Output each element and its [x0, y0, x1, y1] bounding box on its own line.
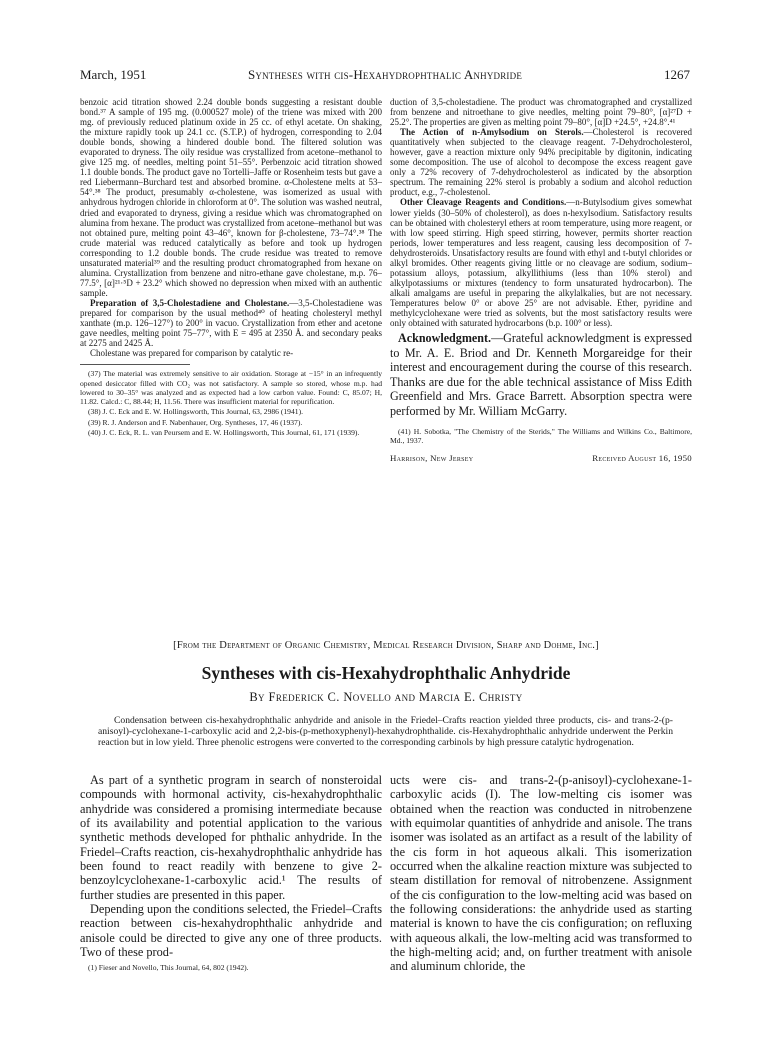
footnote-1: (1) Fieser and Novello, This Journal, 64, 802 (1942). — [88, 963, 249, 973]
paragraph — [390, 197, 692, 328]
footnote-38: (38) J. C. Eck and E. W. Hollingsworth, This Journal, 63, 2986 (1941). — [88, 407, 304, 417]
paragraph: Depending upon the conditions selected, the Friedel–Crafts reaction between cis-hexahydrophthalic anhydride and anisole could be directed to give any one of three products. Two of these prod- — [80, 902, 382, 960]
article-title: Syntheses with cis-Hexahydrophthalic Anhydride — [201, 663, 571, 683]
running-title: Syntheses with cis-Hexahydrophthalic Anhydride — [247, 67, 523, 82]
footnotes — [390, 427, 692, 446]
footnote-39: (39) R. J. Anderson and F. Nabenhauer, Org. Syntheses, 17, 46 (1937). — [88, 417, 303, 427]
paragraph-text: —Cholesterol is recovered quantitatively when subjected to the cleavage reagent. 7-Dehydrocholesterol, however, gave a reaction mixture only 94% precipitable by digitonin, indicating some decomposition. The use of alcohol to decompose the excess reagent gave only a 72% recovery of 7-dehydrocholesterol as indicated by the absorption spectrum. The remaining 22% sterol is probably a sodium and alcohol reduction product, e.g., 7-cholestenol. — [390, 127, 692, 198]
location: Harrison, New Jersey — [390, 453, 474, 464]
paragraph: duction of 3,5-cholestadiene. The product was chromatographed and crystallized from benzene and nitroethane to give needles, melting point 79–80°, [α]²⁷D + 25.2°. The properties are given as melting point 79–80°, [α]D +24.5°, +24.8°.⁴¹ — [390, 97, 692, 128]
footnotes — [80, 369, 382, 437]
acknowledgment-heading: Acknowledgment. — [398, 331, 492, 346]
paragraph: Cholestane was prepared for comparison by catalytic re- — [90, 348, 294, 359]
article-right-column — [390, 773, 692, 1043]
paragraph-text: —3,5-Cholestadiene was prepared for comparison by the usual method⁴⁰ of heating cholesteryl methyl xanthate (m.p. 126–127°) to 200° in vacuo. Crystallization from ether and acetone gave needles, melting point 75–77°, with E = 495 at 2350 Å. and secondary peaks at 2275 and 2425 Å. — [80, 297, 382, 349]
authors: By Frederick C. Novello and Marcia E. Christy — [249, 690, 523, 704]
paragraph: ucts were cis- and trans-2-(p-anisoyl)-cyclohexane-1-carboxylic acids (I). The low-melting cis isomer was obtained when the reaction was conducted in nitrobenzene with equimolar quantities of anhydride and anisole. The trans isomer was isolated as an artifact as a result of the lability of the cis form in hot aqueous alkali. This isomerization occurred when the alkaline reaction mixture was subjected to steam distillation for removal of nitrobenzene. Assignment of the cis configuration to the low-melting acid was based on the following considerations: the anhydride used as starting material is known to have the cis configuration; on refluxing with aqueous alkali, the low-melting acid was transformed to the high-melting acid; and, on further treatment with anisole and aluminum chloride, the — [390, 773, 692, 974]
footnote-40: (40) J. C. Eck, R. L. van Peursem and E. W. Hollingsworth, This Journal, 61, 171 (1939). — [88, 428, 360, 437]
abstract: Condensation between cis-hexahydrophthalic anhydride and anisole in the Friedel–Crafts reaction yielded three products, cis- and trans-2-(p-anisoyl)-cyclohexane-1-carboxylic acid and 2,2-bis-(p-methoxyphenyl)-hexahydrophthalide. cis-Hexahydrophthalic anhydride underwent the Perkin reaction but in low yield. Three phenolic estrogens were converted to the corresponding carbinols by high pressure catalytic hydrogenation. — [98, 715, 673, 749]
previous-article-right-column — [390, 97, 692, 617]
department-line: [From the Department of Organic Chemistry, Medical Research Division, Sharp and Dohme, Inc.] — [173, 640, 599, 651]
paragraph-text: —n-Butylsodium gives somewhat lower yields (30–50% of cholesterol), as does n-hexylsodium. Satisfactory results can be obtained with cholesteryl ethers at room temperature, using more reagent, or with low speed stirring. High speed stirring, however, permits shorter reaction periods, lower temperatures and less reagent, causing less decomposition of 7-dehydrosteroids. Unsatisfactory results are found with ethyl and t-butyl chlorides or alkyl bromides. Other reagents giving little or no cleavage are sodium, sodium–potassium alloys, potassium, alkyllithiums (less than 10% sterol) and alkylpotassiums or mixtures (tendency to form unsaturated hydrocarbon). The alkali amalgams are useful in preparing the alkylalkalies, but are not necessary. Temperatures below 0° or above 25° are not advisable. Ether, pyridine and methylcyclohexane were tried as solvents, but the most satisfactory results were only obtained with saturated hydrocarbons (b.p. 100° or less). — [390, 197, 692, 329]
section-heading: Preparation of 3,5-Cholestadiene and Cholestane. — [90, 297, 290, 308]
page-number: 1267 — [664, 67, 690, 82]
acknowledgment-text: —Grateful acknowledgment is expressed to Mr. A. E. Briod and Dr. Kenneth Morgareidge for their interest and encouragement during the course of this research. Thanks are due for the able technical assistance of Miss Edith Greenfield and Mrs. Grace Barrett. Absorption spectra were performed by Mr. William McGarry. — [390, 331, 692, 419]
section-heading: The Action of n-Amylsodium on Sterols. — [400, 127, 584, 138]
paragraph: benzoic acid titration showed 2.24 double bonds suggesting a resistant double bond.³⁷ A sample of 195 mg. (0.000527 mole) of the triene was mixed with 200 mg. of previously reduced platinum oxide in 25 cc. of ethyl acetate. On shaking, the mixture rapidly took up 24.1 cc. (S.T.P.) of hydrogen, corresponding to 2.04 double bonds, showing a hindered double bond. The filtered solution was evaporated to dryness. The oily residue was crystallized from acetone–methanol to give 125 mg. of needles, melting point 51–55°. Perbenzoic acid titration showed 1.1 double bonds. The product gave no Tortelli–Jaffe or Rosenheim tests but gave a red Liebermann–Burchard test and absorbed bromine. α-Cholestene melts at 53–54°.³⁸ The product, presumably α-cholestene, was isomerized as usual with anhydrous hydrogen chloride in chloroform at 0°. The solution was washed neutral, dried and evaporated to dryness, giving a residue which was chromatographed on alumina from hexane. The product was crystallized from acetone–methanol but was not obtained pure, melting point 43–46°, known for β-cholestene, 73–74°.³⁸ The crude material was reduced catalytically as before and took up hydrogen corresponding to 1.2 double bonds. The crude residue was treated to remove unsaturated material³⁹ and the resulting product chromatographed from hexane on alumina. Crystallization from benzene and nitro-ethane gave cholestane, m.p. 76–77.5°, [α]²¹·⁵D + 23.2° which showed no depression when mixed with an authentic sample. — [80, 97, 382, 298]
running-head — [80, 67, 690, 83]
paragraph — [390, 127, 692, 197]
paragraph: As part of a synthetic program in search of nonsteroidal compounds with hormonal activity, cis-hexahydrophthalic anhydride was considered a promising intermediate because of its availability and potential application to the various synthetic methods developed for phthalic anhydride. In the Friedel–Crafts reaction, cis-hexahydrophthalic anhydride has been found to react readily with benzene to give 2-benzoylcyclohexane-1-carboxylic acid.¹ The results of further studies are presented in this paper. — [80, 773, 382, 902]
paragraph — [80, 298, 382, 348]
previous-article-left-column — [80, 97, 382, 617]
signature-line — [390, 453, 692, 465]
received-date: Received August 16, 1950 — [592, 453, 692, 464]
section-heading: Other Cleavage Reagents and Conditions. — [400, 197, 567, 208]
footnote-37: (37) The material was extremely sensitive to air oxidation. Storage at −15° in an infrequently opened desiccator filled with CO₂ was not satisfactory. A sample so stored, whose m.p. had lowered to 30–35° was analyzed and as expected had a low carbon value. Found: C, 85.07; H, 11.82. Calcd.: C, 88.44; H, 11.56. There was insufficient material for repurification. — [80, 369, 382, 407]
article-left-column — [80, 773, 382, 1043]
footnote-41: (41) H. Sobotka, "The Chemistry of the Sterids," The Williams and Wilkins Co., Baltimore, Md., 1937. — [390, 426, 692, 445]
issue-date: March, 1951 — [80, 67, 147, 82]
footnote-divider — [80, 358, 190, 365]
acknowledgment — [390, 331, 692, 419]
